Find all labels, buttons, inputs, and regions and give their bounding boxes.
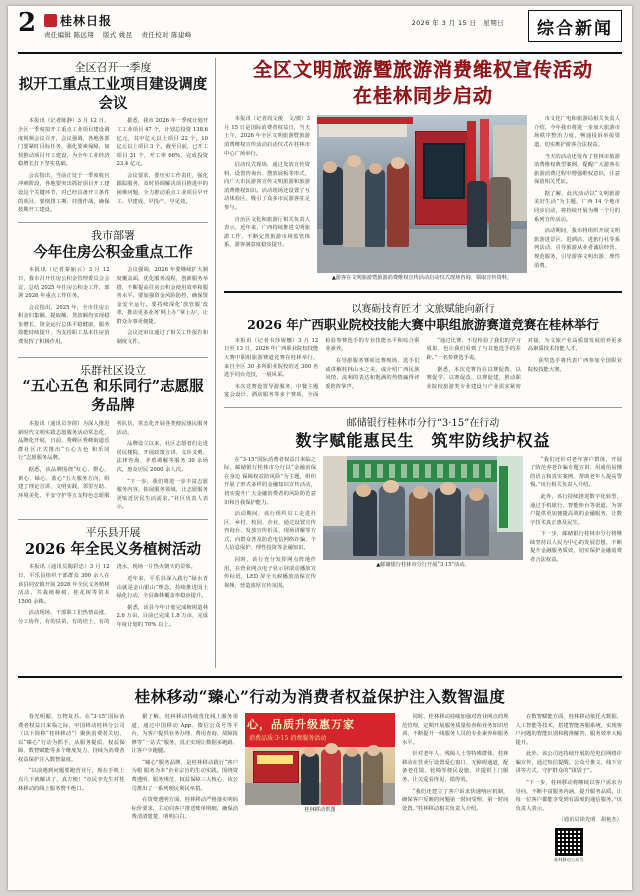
- paper-logo: [44, 12, 112, 29]
- paragraph: 市文化广电和旅游局相关负责人介绍，今年我市将进一步加大旅游市场秩序整治力度，畅通投诉举报渠道，切实维护游客合法权益。: [534, 116, 620, 149]
- lead-headline-line1: 全区文明旅游暨旅游消费维权宣传活动: [252, 59, 593, 81]
- qr-code-icon[interactable]: [555, 828, 583, 856]
- staff-layout: 版式 姚昆: [102, 31, 133, 39]
- article-工业项目调度会议: [18, 61, 208, 215]
- article-c-kicker: 邮储银行桂林市分行“3·15”在行动: [346, 417, 500, 429]
- byline: （通讯员徐先明 胡艳杰）: [558, 817, 622, 824]
- feature-col-4: [515, 713, 622, 863]
- article3-headline: “五心五色 和乐同行”志愿服务品牌: [22, 378, 204, 415]
- lead-headline: [224, 58, 622, 109]
- paragraph: 活动现场，干部职工们热情高涨，分工协作，有的扶苗，有的培土，有的浇水，现场一片热火朝天的景象。: [18, 564, 196, 625]
- lead-body-col3: [534, 115, 620, 273]
- article-乐群社区志愿服务品牌: [18, 364, 208, 512]
- divider: [224, 407, 622, 408]
- section-title: 综合新闻: [528, 10, 622, 42]
- masthead: [18, 8, 622, 54]
- feature-photo-credit: 桂林移动供图: [304, 807, 336, 813]
- paragraph: 本报讯（记者韦莎妮娜）3 月 12 日至 13 日，2026 年广西职业院校技能大赛中职组旅游赛道竞赛在桂林举行，来自全区 30 多所职业院校的近 300 名选手同台竞技，一展风采。: [224, 337, 319, 379]
- article-住房公积金: [18, 229, 208, 350]
- paragraph: 获奖选手将代表广西参加全国职业院校技能大赛。: [527, 357, 622, 373]
- paragraph: 本报讯（记者陈静）3 月 12 日，全区一季度拟开工重点工业项目建设调度视频会议召开，会议强调，各地各部门要紧盯目标任务，强化要素保障，加快推动项目开工建设，为全年工业经济稳增长打下坚实基础。: [18, 118, 110, 168]
- paragraph: “下一步，桂林移动将继续以客户需求为导向，不断丰富服务内涵，提升服务品质，让每一位客户都能享受到有温度的通信服务。”该负责人表示。: [515, 780, 622, 812]
- article1-kicker: 全区召开一季度: [74, 61, 152, 74]
- paragraph: 春光明媚，万物复苏。在“3·15”国际消费者权益日来临之际，中国移动桂林分公司（以下简称“桂林移动”）聚焦消费者关切，以“臻心”行动为抓手，从服务提质、权益保障、数智赋能等多个维度发力，持续为消费者权益保护注入数智温度。: [18, 714, 125, 763]
- paragraph: 针对老年人、残障人士等特殊群体，桂林移动在营业厅设置爱心窗口、无障碍通道，配备老花镜、轮椅等便民设施，并提供上门服务，让关爱看得见、摸得着。: [401, 751, 509, 784]
- paragraph: 本报讯（通讯员陶彩忠）3 月 12 日，平乐县组织干部群众 300 余人在该县同安镇开展 2026 年全民义务植树活动，共栽植樟树、桂花树等苗木 1500 余株。: [18, 564, 110, 605]
- paragraph: 此外，该公司还持续开展防范电信网络诈骗宣传，通过短信提醒、公众号推文、线下宣讲等方式，守护群众的“钱袋子”。: [515, 751, 622, 775]
- article2-kicker: 我市部署: [91, 228, 135, 242]
- divider: [224, 291, 622, 293]
- article-b-headline: 2026 年广西职业院校技能大赛中职组旅游赛道竞赛在桂林举行: [247, 316, 599, 332]
- divider: [18, 222, 208, 223]
- divider: [18, 519, 208, 520]
- article-c-headline: 数字赋能惠民生 筑牢防线护权益: [295, 430, 551, 450]
- paragraph: “我们还建立了客户诉求快速响应机制，确保客户反映的问题第一时间受理、第一时间处置。”桂林移动相关负责人介绍。: [401, 788, 509, 812]
- feature-col-2: [132, 713, 239, 825]
- article3-body: [18, 420, 208, 512]
- paragraph: “我们还针对老年客户群体，开展了防范养老诈骗专题宣讲，用通俗易懂的语言和真实案例，帮助老年人提高警惕。”该行相关负责人介绍。: [530, 456, 622, 489]
- paragraph: 据悉，我市 2026 年一季度计划开工工业项目 47 个，计划总投资 138.6 亿元，其中亿元以上项目 22 个，10 亿元以上项目 3 个。截至目前，已开工项目 31 个，开工率 66%，完成投资 23.4 亿元。: [116, 118, 208, 168]
- article-b-kicker: 以赛砺技育匠才 文旅赋能向新行: [351, 303, 495, 315]
- paper-name: 桂林日报: [60, 14, 113, 28]
- feature-photo: [245, 713, 395, 805]
- article1-body: [18, 117, 208, 214]
- lead-photo-block: [317, 115, 527, 282]
- paragraph: 会议强调，2026 年要继续扩大制度覆盖面，优化服务流程，创新服务举措，不断提高住房公积金使用效率和服务水平。要加强资金风险防控，确保资金安全运行。要持续深化‘放管服’改革，推动更多业务‘网上办’‘掌上办’，让群众办事更便捷。: [116, 267, 208, 325]
- bottom-feature: [18, 676, 622, 884]
- feature-headline: 桂林移动“臻心”行动为消费者权益保护注入数智温度: [134, 687, 506, 706]
- paragraph: 本报讯（记者周文俊 文/摄）3 月 15 日是国际消费者权益日，当天上午，2026 年全区文明旅游暨旅游消费维权宣传活动启动仪式在桂林市中心广场举行。: [224, 116, 310, 157]
- paragraph: 活动期间，该行组织员工走进社区、乡村、校园、企业，通过设置宣传咨询台、发放宣传折页、现场讲解等方式，向群众普及防范电信网络诈骗、个人信息保护、理性投资等金融知识。: [224, 511, 316, 552]
- lead-photo-caption: ▲游客在文明旅游暨旅游消费维权宣传活动启动仪式现场咨询、领取宣传资料。: [331, 275, 513, 282]
- lead-photo: [317, 115, 527, 273]
- paragraph: 近年来，平乐县深入践行“绿水青山就是金山银山”理念，持续推进国土绿化行动，全县森林覆盖率稳步提升。: [116, 575, 208, 600]
- article-c-photo-block: [323, 456, 523, 569]
- paragraph: “下一步，我们将进一步丰富志愿服务内容，拓展服务领域，让志愿服务更贴近居民生活需求。”社区负责人表示。: [116, 478, 208, 511]
- paragraph: 品牌设立以来，社区志愿者们走进居民楼院，开展政策宣讲、义诊义剪、法律咨询、矛盾调解等服务 30 余场次，惠及居民 2000 余人次。: [116, 441, 208, 473]
- paragraph: 据悉，该品牌围绕“红心、橙心、黄心、绿心、蓝心”五大服务方向，组建了理论宣讲、文明实践、邻里互助、环境美化、平安守护等五支特色志愿服务队伍，常态化开展各类便民惠民服务活动。: [18, 421, 208, 499]
- right-column: [224, 58, 622, 668]
- divider: [18, 357, 208, 358]
- paragraph: “通过比赛，不仅检验了我们的学习成果，也让我们看到了与其他选手的差距。”一名参赛选手说。: [426, 337, 521, 361]
- left-column: [18, 58, 216, 668]
- publication-date: 2026 年 3 月 15 日 星期日: [411, 19, 504, 27]
- paragraph: 会议还审议通过了相关工作报告和制度文件。: [116, 330, 208, 346]
- article2-body: [18, 266, 208, 349]
- qr-code-block[interactable]: [515, 828, 622, 863]
- lead-body-col1: [224, 115, 310, 253]
- article4-kicker: 平乐县开展: [85, 525, 141, 539]
- feature-banner-main: 心，品质升级惠万家: [247, 718, 356, 731]
- paragraph: 在导游服务赛项比赛现场，选手们或讲解桂林山水之美，或介绍广西民族风情，流利的表达和饱满的热情赢得评委阵阵掌声。: [325, 357, 420, 390]
- paragraph: 据悉，本次竞赛旨在以赛促教、以赛促学、以赛促改、以赛促建，推动职业院校旅游类专业建设与产业需求紧密对接，为文旅产业高质量发展培养更多高素质技术技能人才。: [426, 337, 622, 390]
- paragraph: 本报讯（通讯员李倩）为深入推进新时代文明实践志愿服务活动常态化、品牌化开展，日前，秀峰区秀峰街道乐群社区正式推出“五心五色 和乐同行”志愿服务品牌。: [18, 421, 110, 462]
- paragraph: 当天的活动还发布了桂林市旅游消费维权典型案例，提醒广大游客在旅游消费过程中增强维权意识，注意保留相关凭证。: [534, 153, 620, 186]
- article2-headline: 今年住房公积金重点工作: [33, 243, 193, 261]
- article-平乐县植树活动: [18, 526, 208, 630]
- article-c-photo: [323, 456, 523, 560]
- paragraph: 活动期间，我市将组织开展文明旅游进景区、进酒店、进旅行社等系列活动，引导旅游从业者诚信经营、规范服务，引导游客文明出游、理性消费。: [534, 228, 620, 269]
- feature-col-1: [18, 713, 125, 796]
- lead-article: [224, 58, 622, 283]
- page-folio-number: 2: [18, 8, 37, 38]
- newspaper-page: [8, 6, 632, 890]
- paragraph: 启动仪式现场，通过发放宣传资料、设置咨询台、摆放展板等形式，向广大市民游客宣传文明旅游和旅游消费维权知识。活动现场还设置了互动体验区，吸引了众多市民游客驻足参与。: [224, 162, 310, 212]
- paragraph: 下一步，邮储银行桂林市分行将继续坚持以人民为中心的发展思想，不断提升金融服务质效，切实保护金融消费者合法权益。: [530, 531, 622, 564]
- paragraph: 同时，桂林移动持续加强对营业网点的规范管理，定期开展服务质量检查和业务知识培训，不断提升一线服务人员的专业素养和服务水平。: [401, 714, 509, 746]
- feature-photo-block: [245, 713, 395, 814]
- paragraph: 会议指出，2025 年，全市住房公积金归集额、提取额、贷款额均实现稳步增长，资金运行总体平稳健康，服务效能持续提升，为支持职工基本住房消费发挥了积极作用。: [18, 304, 110, 346]
- paragraph: 自治区文化和旅游厅相关负责人表示，近年来，广西持续推进文明旅游工作，不断完善旅游市场监管体系，游客满意度稳步提升。: [224, 216, 310, 249]
- article3-kicker: 乐群社区设立: [80, 363, 146, 377]
- paragraph: 本报讯（记者秦丽云）3 月 12 日，我市召开住房公积金管理委员会会议，总结 2025 年住房公积金工作，部署 2026 年重点工作任务。: [18, 267, 110, 300]
- paragraph: 据了解，桂林移动持续优化线上服务渠道，通过中国移动 App、微信公众号等平台，为客户提供业务办理、费用查询、故障报修等“一站式”服务，真正实现让数据多跑路、让客户少跑腿。: [131, 714, 239, 755]
- article4-headline: 2026 年全民义务植树活动: [25, 540, 201, 558]
- feature-banner-sub: 消费品质·3·15 消费服务活动: [249, 735, 327, 742]
- paragraph: 会议要求，要压实工作责任，强化跟踪服务，及时协调解决项目推进中的困难问题，全力推动重点工业项目早开工、早建成、早投产、早见效。: [116, 172, 208, 205]
- paragraph: 在数智赋能方面，桂林移动依托大数据、人工智能等技术，搭建智能客服系统，实现客户问题的智能识别和精准解答，服务效率大幅提升。: [515, 714, 622, 746]
- paragraph: 同时，该行充分发挥网点阵地作用，在营业网点电子显示屏滚动播放宣传标语，LED 屏全天候播放消保宣传视频，营造浓厚宣传氛围。: [224, 557, 316, 589]
- paragraph: 会议指出，当前正处于一季度收官冲刺阶段，各地要突出抓好项目开工建设这个关键环节，对已经具备开工条件的项目，要倒排工期、挂图作战，确保按期开工建设。: [18, 172, 110, 214]
- article4-body: [18, 563, 208, 629]
- article-c-photo-caption: ▲邮储银行桂林市分行开展“3·15”活动。: [376, 561, 470, 568]
- article-c-body-right: [530, 456, 622, 568]
- paragraph: 在“3·15”国际消费者权益日来临之际，邮储银行桂林市分行以“金融消保在身边 保障权益防风险”为主题，组织开展了形式多样的金融知识宣传活动，切实提升广大金融消费者的风险防范意识和自我保护能力。: [224, 456, 316, 506]
- feature-col-3: [402, 713, 509, 816]
- staff-credits: [44, 30, 192, 39]
- paragraph: 本次竞赛设置导游服务、中餐主题宴会设计、酒店服务等多个赛项，全面检验参赛选手的专业技能水平和综合职业素养。: [224, 337, 420, 399]
- logo-mark-icon: [44, 14, 57, 27]
- paragraph: 据了解，此次活动以“文明旅游 美好生活”为主题，广西 14 个地市同步启动，将持续开展为期一个月的系列宣传活动。: [534, 190, 620, 223]
- article-c-body-left: [224, 456, 316, 594]
- qr-caption: 桂林移动公众号: [554, 856, 584, 862]
- paragraph: 据悉，该县今年计划完成植树造林 2.6 万亩，目前已完成 1.8 万亩，完成年度计划的 70% 以上。: [116, 604, 208, 628]
- lead-headline-line2: 在桂林同步启动: [352, 84, 493, 107]
- paragraph: “臻心”服务品牌，是桂林移动践行“客户为根 服务为本”企业宗旨的生动实践。围绕资费透明、服务规范、权益保障三大核心，该公司推出了一系列便民利民举措。: [131, 759, 239, 792]
- paragraph: “以前遇到问题要跑营业厅，现在手机上点几下就解决了，真方便！”市民李先生对桂林移动的线上服务赞不绝口。: [18, 768, 125, 792]
- paragraph: 此外，该行持续推进数字化转型，通过手机银行、智能柜台等渠道，为客户提供更加便捷高效的金融服务，让数字技术真正惠及民生。: [530, 493, 622, 526]
- article1-headline: 拟开工重点工业项目建设调度会议: [18, 75, 208, 112]
- article-b-body: [224, 337, 622, 400]
- staff-editor: 责任编辑 陈远翔: [44, 31, 94, 39]
- staff-proofreader: 责任校对 陈建峰: [141, 31, 192, 39]
- paragraph: 在资费透明方面，桂林移动严格落实明码标价要求，主动向客户推送账单明细，确保消费清清楚楚、明明白白。: [131, 797, 239, 821]
- article-邮储银行: [224, 414, 622, 593]
